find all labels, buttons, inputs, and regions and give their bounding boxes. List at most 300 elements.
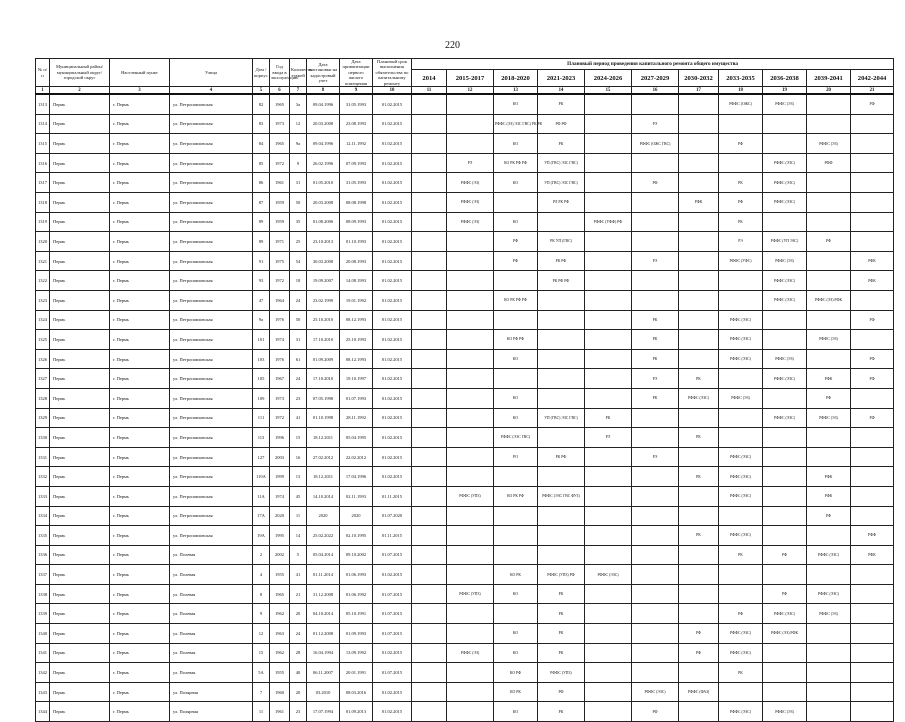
table-row: [36, 467, 894, 487]
repair-period-cell: [851, 682, 894, 702]
repair-period-cell: [447, 526, 494, 546]
row-number: 1327: [36, 369, 50, 389]
repair-period-cell: [763, 565, 807, 585]
repair-period-cell: [763, 506, 807, 526]
repair-period-cell: КО РК РФ РФ: [494, 153, 538, 173]
repair-period-cell: [412, 565, 447, 585]
repair-period-cell: [412, 330, 447, 350]
row-number: 1335: [36, 526, 50, 546]
row-cadastral-date: 06.11.2007: [307, 663, 340, 683]
row-house: 15: [253, 643, 270, 663]
row-settlement: г. Пермь: [110, 702, 170, 722]
repair-period-cell: РФК: [807, 467, 851, 487]
row-year: 1996: [270, 428, 290, 448]
repair-period-cell: [494, 310, 538, 330]
repair-period-cell: [412, 467, 447, 487]
row-cadastral-date: 23.10.2013: [307, 232, 340, 252]
repair-period-cell: РФФС (ЭЗС): [763, 153, 807, 173]
row-year: 1955: [270, 565, 290, 585]
repair-period-cell: [719, 565, 763, 585]
row-district: Пермь: [50, 408, 110, 428]
repair-period-cell: РФФС (ЭЗС): [763, 271, 807, 291]
repair-period-cell: [763, 388, 807, 408]
repair-period-cell: [632, 565, 679, 585]
repair-period-cell: [807, 624, 851, 644]
repair-period-cell: [585, 486, 632, 506]
repair-period-cell: [851, 663, 894, 683]
repair-period-cell: [412, 428, 447, 448]
repair-period-cell: КО: [494, 134, 538, 154]
repair-period-cell: РФФС (ЭЗ) ЭЗС ГВС) РК РК: [494, 114, 538, 134]
row-number: 1326: [36, 349, 50, 369]
repair-period-cell: [851, 506, 894, 526]
repair-period-cell: [412, 545, 447, 565]
repair-period-cell: [412, 663, 447, 683]
repair-period-cell: РФФС (УП3): [447, 584, 494, 604]
repair-period-cell: [807, 447, 851, 467]
row-house: 127: [253, 447, 270, 467]
table-row: [36, 624, 894, 644]
row-deadline: 01.07.2015: [373, 545, 412, 565]
row-cadastral-date: 01.09.2009: [307, 349, 340, 369]
repair-period-cell: РФФ: [807, 153, 851, 173]
row-number: 1338: [36, 584, 50, 604]
row-house: 7: [253, 682, 270, 702]
row-year: 1976: [270, 310, 290, 330]
row-district: Пермь: [50, 486, 110, 506]
repair-period-cell: [494, 369, 538, 389]
row-district: Пермь: [50, 173, 110, 193]
table-row: [36, 447, 894, 467]
col-header-floors: Количество этажей: [290, 59, 307, 87]
repair-period-cell: [447, 94, 494, 114]
row-number: 1316: [36, 153, 50, 173]
repair-period-cell: [494, 506, 538, 526]
row-deadline: 01.02.2015: [373, 114, 412, 134]
row-floors: 50: [290, 193, 307, 213]
repair-period-cell: [679, 702, 719, 722]
repair-period-cell: РЭ: [447, 153, 494, 173]
repair-period-cell: [679, 94, 719, 114]
row-number: 1317: [36, 173, 50, 193]
repair-period-cell: [538, 545, 585, 565]
row-house: 4: [253, 565, 270, 585]
repair-period-cell: [538, 330, 585, 350]
row-settlement: г. Пермь: [110, 94, 170, 114]
row-deadline: 01.02.2015: [373, 173, 412, 193]
row-house: 105: [253, 369, 270, 389]
repair-period-cell: [807, 349, 851, 369]
period-header: 2021-2023: [538, 70, 585, 87]
row-privatization-date: 23.08.1993: [340, 114, 373, 134]
row-year: 2002: [270, 545, 290, 565]
period-header: 2042-2044: [851, 70, 894, 87]
row-cadastral-date: 01.11.2014: [307, 565, 340, 585]
row-number: 1332: [36, 467, 50, 487]
row-street: ул. Полевая: [170, 643, 253, 663]
row-year: 2020: [270, 506, 290, 526]
row-year: 1961: [270, 702, 290, 722]
row-privatization-date: 08.09.1993: [340, 212, 373, 232]
repair-period-cell: [585, 506, 632, 526]
repair-period-cell: РФФС (УП ЭЗС): [763, 232, 807, 252]
row-district: Пермь: [50, 526, 110, 546]
table-row: [36, 604, 894, 624]
repair-period-cell: РК: [632, 388, 679, 408]
repair-period-cell: [585, 369, 632, 389]
row-street: ул. Петропавловская: [170, 193, 253, 213]
period-header: 2014: [412, 70, 447, 87]
repair-period-cell: [538, 290, 585, 310]
repair-period-cell: РК: [538, 94, 585, 114]
repair-period-cell: [412, 173, 447, 193]
row-number: 1336: [36, 545, 50, 565]
row-deadline: 01.02.2015: [373, 447, 412, 467]
repair-period-cell: [447, 604, 494, 624]
row-street: ул. Петропавловская: [170, 232, 253, 252]
table-row: [36, 643, 894, 663]
row-district: Пермь: [50, 643, 110, 663]
table-row: [36, 428, 894, 448]
row-street: ул. Петропавловская: [170, 271, 253, 291]
table-row: [36, 330, 894, 350]
row-number: 1341: [36, 643, 50, 663]
row-district: Пермь: [50, 271, 110, 291]
repair-period-cell: РФФС (ЭЗ): [447, 193, 494, 213]
row-deadline: 01.02.2015: [373, 388, 412, 408]
repair-period-cell: РФФС (ЭЗС): [679, 388, 719, 408]
repair-period-cell: [807, 428, 851, 448]
repair-period-cell: КО: [494, 388, 538, 408]
table-row: [36, 506, 894, 526]
row-house: 89: [253, 212, 270, 232]
repair-period-cell: [679, 232, 719, 252]
repair-period-cell: [851, 467, 894, 487]
col-header-cadastral-date: Дата постановки на кадастровый учет: [307, 59, 340, 87]
repair-period-cell: [585, 134, 632, 154]
row-privatization-date: 08.12.1993: [340, 349, 373, 369]
repair-period-cell: [447, 310, 494, 330]
row-house: 119А: [253, 467, 270, 487]
table-row: [36, 663, 894, 683]
repair-period-cell: [851, 134, 894, 154]
row-privatization-date: 02.11.1993: [340, 486, 373, 506]
row-street: ул. Петропавловская: [170, 369, 253, 389]
row-floors: 18: [290, 271, 307, 291]
repair-period-cell: [632, 584, 679, 604]
row-district: Пермь: [50, 702, 110, 722]
row-number: 1313: [36, 94, 50, 114]
repair-period-cell: [447, 663, 494, 683]
row-privatization-date: 01.10.1993: [340, 232, 373, 252]
repair-period-cell: [538, 388, 585, 408]
row-settlement: г. Пермь: [110, 212, 170, 232]
row-year: 1972: [270, 271, 290, 291]
row-district: Пермь: [50, 545, 110, 565]
row-floors: 23: [290, 702, 307, 722]
repair-period-cell: [851, 565, 894, 585]
repair-period-cell: КО: [494, 643, 538, 663]
row-year: 1959: [270, 193, 290, 213]
row-district: Пермь: [50, 153, 110, 173]
repair-period-cell: [447, 114, 494, 134]
repair-period-cell: [447, 447, 494, 467]
repair-period-cell: РФФС (ЭЗС ГВС ФУЗ): [538, 486, 585, 506]
col-header-district: Муниципальный район/муниципальный округ/городской округ: [50, 59, 110, 87]
row-privatization-date: 08.08.1998: [340, 193, 373, 213]
repair-period-cell: РФФС (ЭЗС ГВС): [494, 428, 538, 448]
repair-period-cell: [807, 663, 851, 683]
repair-period-cell: [807, 702, 851, 722]
repair-period-cell: РК: [719, 212, 763, 232]
row-floors: 16: [290, 447, 307, 467]
repair-period-cell: [763, 663, 807, 683]
column-number: 2: [50, 87, 110, 95]
repair-period-cell: [632, 506, 679, 526]
row-house: 93: [253, 271, 270, 291]
row-privatization-date: 02.10.1995: [340, 526, 373, 546]
period-header: 2036-2038: [763, 70, 807, 87]
row-number: 1331: [36, 447, 50, 467]
repair-period-cell: РЭ: [719, 232, 763, 252]
repair-period-cell: [632, 486, 679, 506]
repair-period-cell: [807, 682, 851, 702]
table-row: [36, 290, 894, 310]
row-settlement: г. Пермь: [110, 388, 170, 408]
repair-period-cell: [763, 114, 807, 134]
row-number: 1343: [36, 682, 50, 702]
row-year: 1995: [270, 526, 290, 546]
repair-period-cell: [679, 290, 719, 310]
row-floors: 14: [290, 526, 307, 546]
repair-period-cell: [719, 408, 763, 428]
repair-period-cell: [719, 682, 763, 702]
repair-period-cell: РК РФ: [538, 251, 585, 271]
row-district: Пермь: [50, 114, 110, 134]
repair-period-cell: РФФС (УП3) РФ: [538, 565, 585, 585]
repair-period-cell: [632, 643, 679, 663]
row-floors: 50: [290, 310, 307, 330]
repair-period-cell: РФ: [719, 604, 763, 624]
repair-period-cell: [412, 506, 447, 526]
repair-period-cell: [679, 173, 719, 193]
row-cadastral-date: 01.08.2006: [307, 212, 340, 232]
table-row: [36, 349, 894, 369]
repair-period-cell: [679, 251, 719, 271]
row-cadastral-date: 05.04.2014: [307, 545, 340, 565]
repair-period-cell: [679, 153, 719, 173]
row-house: 12: [253, 624, 270, 644]
row-settlement: г. Пермь: [110, 193, 170, 213]
repair-period-cell: РФ: [807, 388, 851, 408]
repair-period-cell: [719, 369, 763, 389]
row-cadastral-date: 17.07.1994: [307, 702, 340, 722]
row-number: 1337: [36, 565, 50, 585]
row-settlement: г. Пермь: [110, 663, 170, 683]
repair-period-cell: РК: [679, 526, 719, 546]
row-house: 11А: [253, 486, 270, 506]
row-deadline: 01.02.2015: [373, 330, 412, 350]
repair-period-cell: [585, 349, 632, 369]
row-floors: 20: [290, 682, 307, 702]
repair-period-cell: [679, 134, 719, 154]
row-deadline: 01.02.2015: [373, 232, 412, 252]
repair-period-cell: [719, 584, 763, 604]
row-deadline: 01.07.2020: [373, 506, 412, 526]
row-district: Пермь: [50, 388, 110, 408]
repair-period-cell: [412, 232, 447, 252]
repair-period-cell: [447, 702, 494, 722]
row-district: Пермь: [50, 447, 110, 467]
repair-period-cell: [412, 114, 447, 134]
repair-period-cell: [851, 388, 894, 408]
row-street: ул. Петропавловская: [170, 212, 253, 232]
repair-period-cell: РФФС (ЭЗС): [763, 369, 807, 389]
period-header: 2015-2017: [447, 70, 494, 87]
repair-period-cell: РФ: [538, 682, 585, 702]
row-year: 1959: [270, 212, 290, 232]
repair-period-cell: [447, 369, 494, 389]
period-header: 2024-2026: [585, 70, 632, 87]
row-cadastral-date: 07.05.1998: [307, 388, 340, 408]
repair-period-cell: [585, 624, 632, 644]
row-district: Пермь: [50, 584, 110, 604]
column-number: 10: [373, 87, 412, 95]
row-deadline: 01.02.2015: [373, 408, 412, 428]
table-row: [36, 702, 894, 722]
column-number: 4: [170, 87, 253, 95]
repair-period-cell: [585, 290, 632, 310]
row-street: ул. Петропавловская: [170, 428, 253, 448]
row-floors: 24: [290, 624, 307, 644]
repair-period-cell: [719, 114, 763, 134]
repair-period-cell: РФ: [851, 310, 894, 330]
repair-period-cell: РЛ РК РФ: [538, 193, 585, 213]
repair-period-cell: [585, 94, 632, 114]
repair-period-cell: [412, 643, 447, 663]
row-deadline: 01.11.2015: [373, 486, 412, 506]
row-street: ул. Петропавловская: [170, 349, 253, 369]
repair-period-cell: РФФС (ЭЗ): [763, 349, 807, 369]
repair-period-cell: РФФС (ЭЗС): [585, 565, 632, 585]
repair-period-cell: [719, 428, 763, 448]
row-street: ул. Полевая: [170, 604, 253, 624]
row-cadastral-date: 18.12.2011: [307, 467, 340, 487]
repair-period-cell: КО РФ РФ: [494, 330, 538, 350]
table-row: [36, 271, 894, 291]
repair-period-cell: [412, 604, 447, 624]
repair-period-cell: РФФС (ЭЗС): [763, 408, 807, 428]
row-house: 47: [253, 290, 270, 310]
repair-period-cell: [632, 290, 679, 310]
table-row: [36, 545, 894, 565]
repair-period-cell: [538, 349, 585, 369]
row-settlement: г. Пермь: [110, 565, 170, 585]
repair-period-cell: [585, 310, 632, 330]
repair-period-cell: [807, 310, 851, 330]
table-row: [36, 526, 894, 546]
row-house: 101: [253, 330, 270, 350]
row-privatization-date: 01.06.1993: [340, 565, 373, 585]
period-header: 2018-2020: [494, 70, 538, 87]
repair-period-cell: РФ: [719, 193, 763, 213]
row-number: 1330: [36, 428, 50, 448]
row-cadastral-date: 2020: [307, 506, 340, 526]
row-floors: 41: [290, 408, 307, 428]
table-row: [36, 565, 894, 585]
row-privatization-date: 12.11.1992: [340, 134, 373, 154]
row-district: Пермь: [50, 349, 110, 369]
column-number: 7: [290, 87, 307, 95]
repair-period-cell: [763, 310, 807, 330]
row-privatization-date: 05.04.1995: [340, 428, 373, 448]
row-district: Пермь: [50, 212, 110, 232]
row-settlement: г. Пермь: [110, 447, 170, 467]
repair-period-cell: РФФС (ОЖС): [719, 94, 763, 114]
col-header-house: Дом / корпус: [253, 59, 270, 87]
col-header-settlement: Населенный пункт: [110, 59, 170, 87]
row-year: 1965: [270, 134, 290, 154]
row-floors: 24: [290, 369, 307, 389]
row-privatization-date: 01.07.1993: [340, 388, 373, 408]
repair-period-cell: РФ: [719, 134, 763, 154]
row-deadline: 01.02.2015: [373, 349, 412, 369]
row-number: 1324: [36, 310, 50, 330]
row-street: ул. Полярная: [170, 702, 253, 722]
column-number: 5: [253, 87, 270, 95]
repair-period-cell: [679, 212, 719, 232]
repair-period-cell: [763, 428, 807, 448]
col-header-deadline: Плановый срок выполнения обязательства по капитальному ремонту: [373, 59, 412, 87]
row-cadastral-date: 04.10.2014: [307, 604, 340, 624]
repair-period-cell: [679, 506, 719, 526]
repair-period-cell: [851, 212, 894, 232]
repair-period-cell: [447, 545, 494, 565]
row-floors: 15: [290, 428, 307, 448]
repair-period-cell: [632, 271, 679, 291]
repair-period-cell: [679, 584, 719, 604]
row-settlement: г. Пермь: [110, 369, 170, 389]
table-row: [36, 212, 894, 232]
row-floors: 9а: [290, 134, 307, 154]
table-row: [36, 94, 894, 114]
repair-period-cell: [412, 486, 447, 506]
row-street: ул. Петропавловская: [170, 310, 253, 330]
repair-period-cell: КО: [494, 584, 538, 604]
repair-period-cell: [851, 290, 894, 310]
repair-period-cell: [632, 663, 679, 683]
repair-period-cell: РФФС (ЭЗ): [447, 643, 494, 663]
row-cadastral-date: 09.04.1996: [307, 134, 340, 154]
row-house: 83: [253, 114, 270, 134]
repair-period-cell: [494, 526, 538, 546]
repair-period-cell: РФ: [807, 506, 851, 526]
row-house: 109: [253, 388, 270, 408]
repair-period-cell: [447, 330, 494, 350]
repair-period-cell: [412, 134, 447, 154]
row-floors: 25: [290, 232, 307, 252]
row-district: Пермь: [50, 604, 110, 624]
repair-period-cell: РФФС (ЭЗС): [719, 624, 763, 644]
repair-period-cell: РФФС (ЭЗС): [719, 349, 763, 369]
repair-period-cell: [447, 624, 494, 644]
repair-period-cell: РФ: [494, 251, 538, 271]
repair-period-cell: [412, 369, 447, 389]
repair-period-cell: РК: [719, 545, 763, 565]
repair-period-cell: РО: [494, 447, 538, 467]
row-settlement: г. Пермь: [110, 349, 170, 369]
repair-period-cell: РФФС (ЭЗ): [807, 408, 851, 428]
